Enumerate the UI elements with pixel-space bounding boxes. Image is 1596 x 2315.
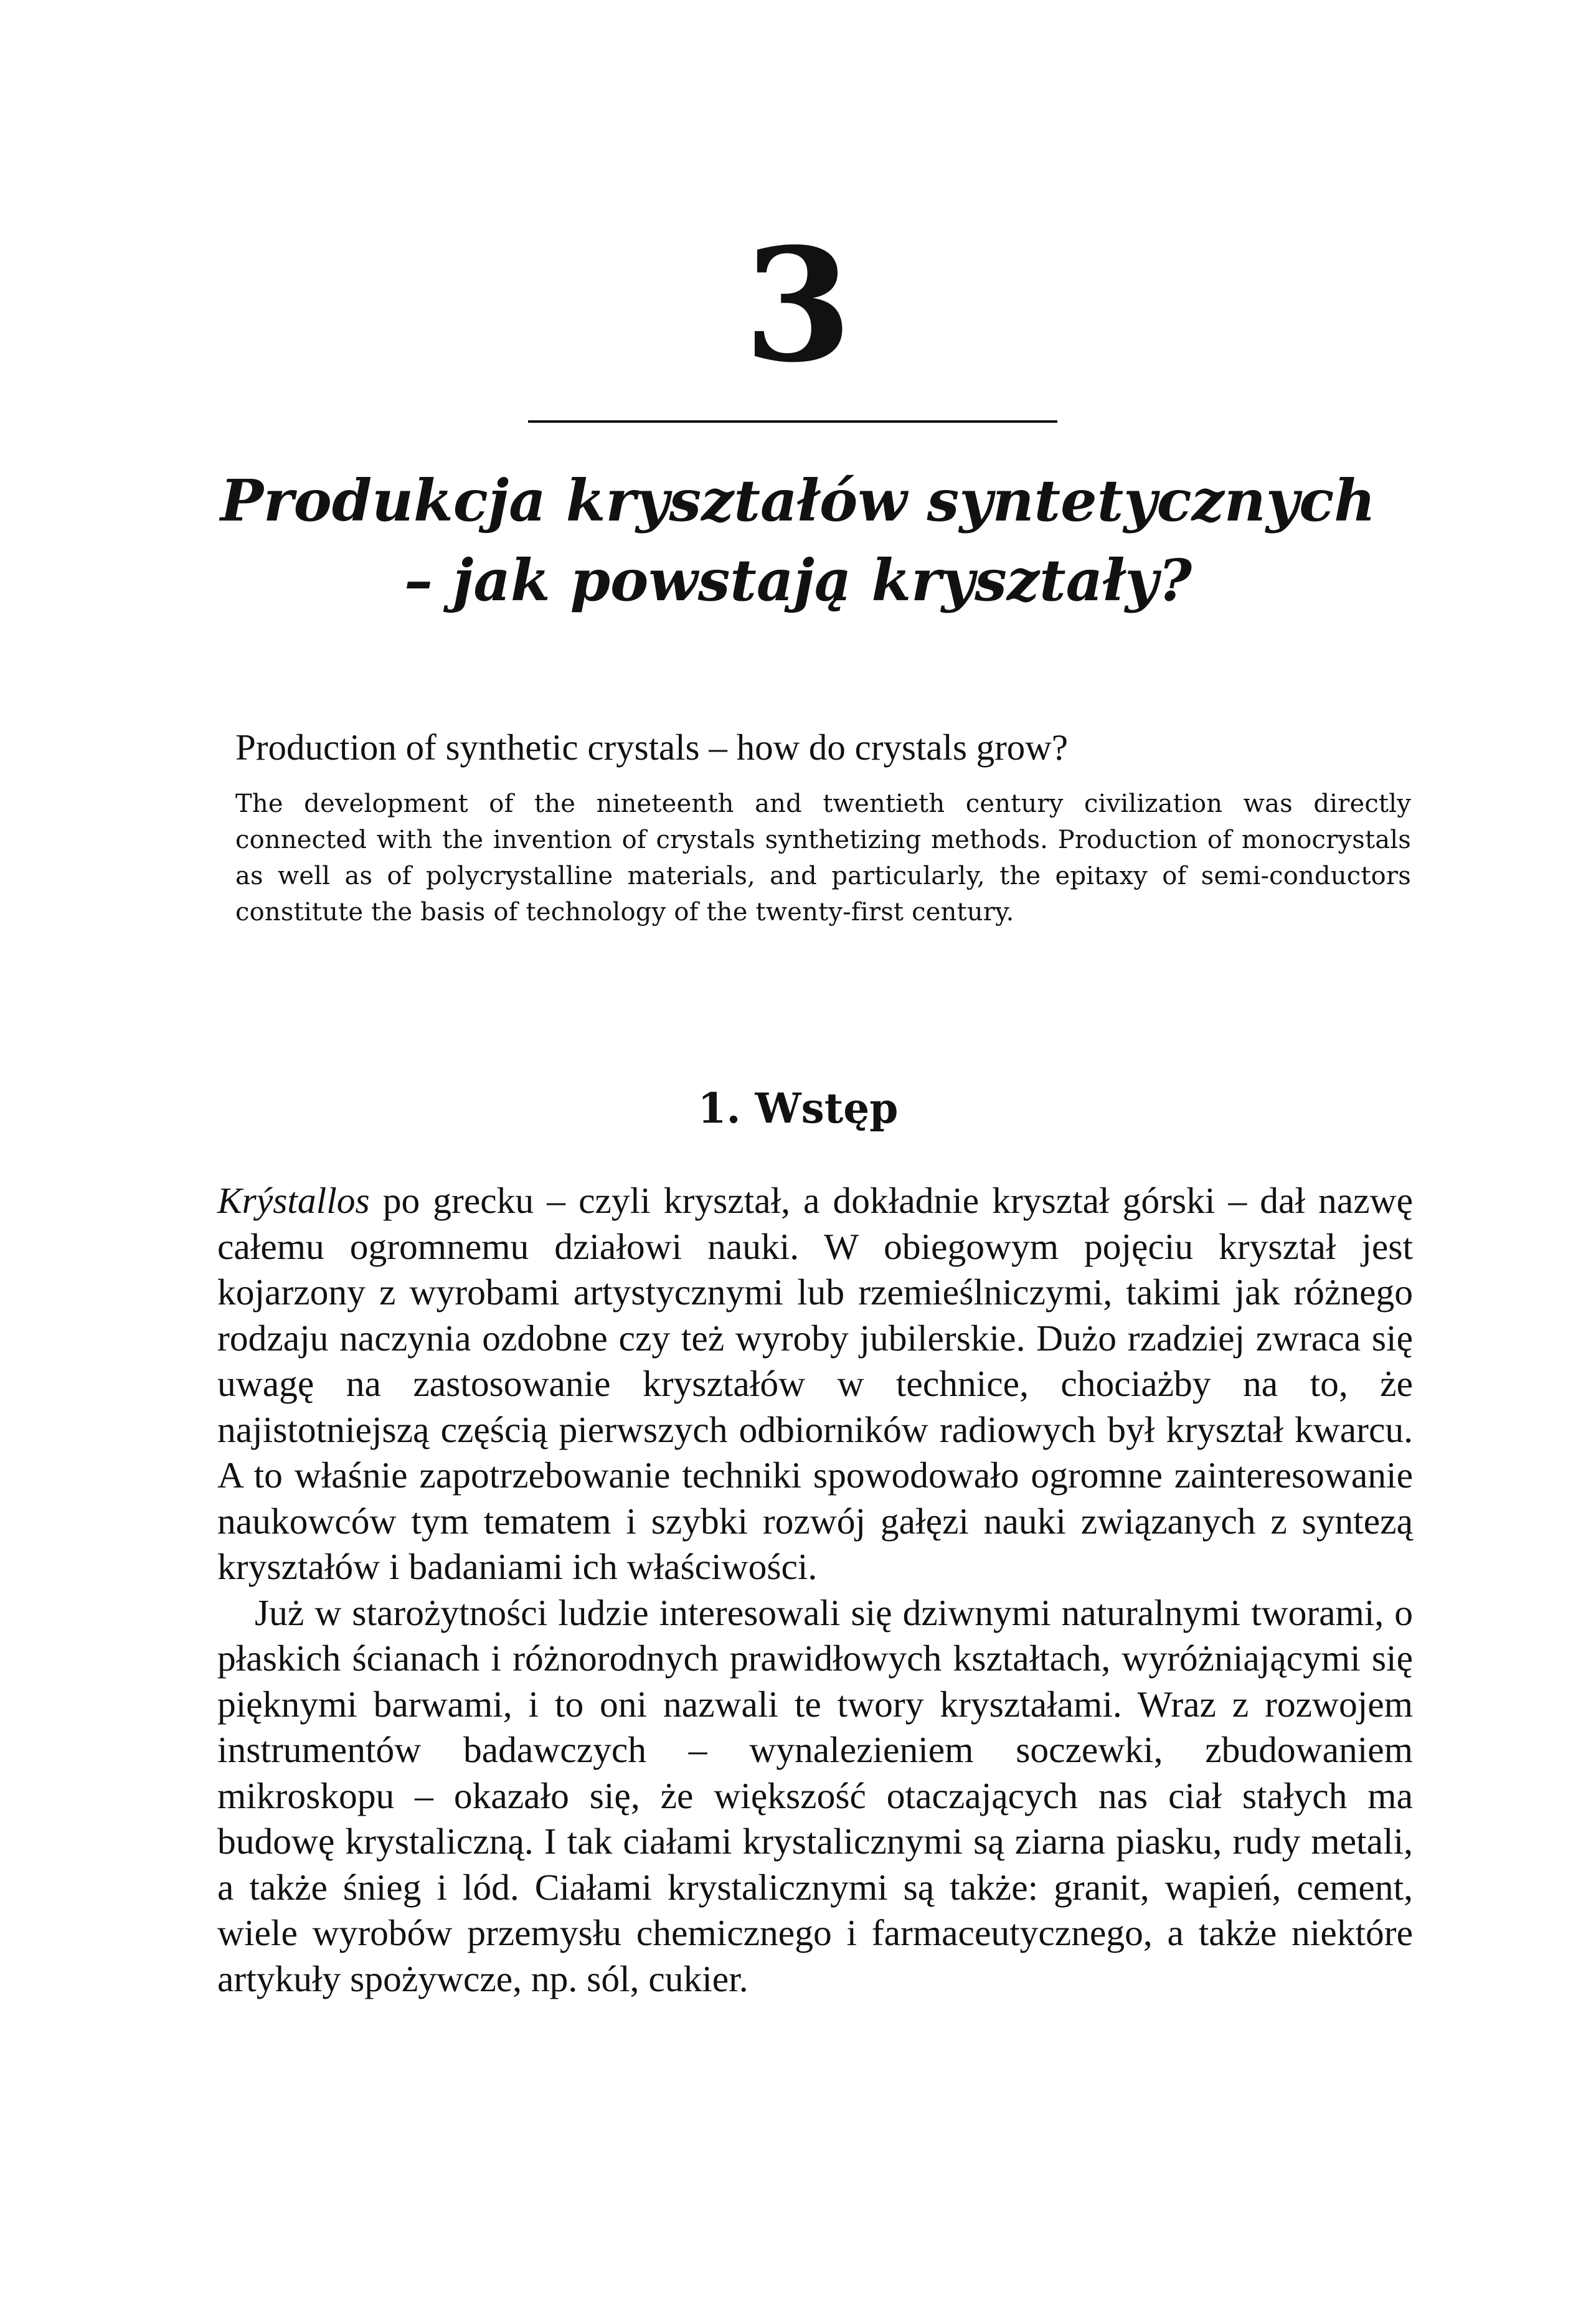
chapter-divider [528,420,1057,423]
body-text [217,1178,1413,2002]
paragraph-1 [217,1178,1413,1590]
chapter-number: 3 [744,214,852,397]
abstract-title: Production of synthetic crystals – how do crystals grow? [235,727,1069,768]
chapter-title-line-2: – jak powstają kryształy? [404,547,1192,614]
chapter-title [187,461,1409,620]
greek-term: Krýstallos [217,1180,370,1221]
abstract-body: The development of the nineteenth and twentieth century civilization was directly connected with the invention of crystals synthetizing methods. Production of monocrystals as well as of polycrystalline materials, and particularly, the epitaxy of semi-conductors constitute the basis of technology of the twenty-first century. [235,790,1411,926]
chapter-title-line-1: Produkcja kryształów syntetycznych [220,467,1376,534]
paragraph-2: Już w starożytności ludzie interesowali się dziwnymi naturalnymi tworami, o płaskich ścianach i różnorodnych prawidłowych kształtach, wyróżniającymi się pięknymi barwami, i to oni nazwali te twory kryształami. Wraz z rozwojem instrumentów badawczych – wynalezieniem soczewki, zbudowaniem mikroskopu – okazało się, że większość otaczających nas ciał stałych ma budowę krystaliczną. I tak ciałami krystalicznymi są ziarna piasku, rudy metali, a także śnieg i lód. Ciałami krystalicznymi są także: granit, wapień, cement, wiele wyrobów przemysłu chemicznego i farmaceutycznego, a także niektóre artykuły spożywcze, np. sól, cukier. [217,1591,1413,1999]
english-abstract [235,722,1411,930]
section-heading: 1. Wstęp [697,1084,899,1133]
paragraph-1-text: po grecku – czyli kryształ, a dokładnie kryształ górski – dał nazwę całemu ogromnemu działowi nauki. W obiegowym pojęciu kryształ jest kojarzony z wyrobami artystycznymi lub rzemieślniczymi, takimi jak różnego rodzaju naczynia ozdobne czy też wyroby jubilerskie. Dużo rzadziej zwraca się uwagę na zastosowanie kryształów w technice, chociażby na to, że najistotniejszą częścią pierwszych odbiorników radiowych był kryształ kwarcu. A to właśnie zapotrzebowanie techniki spowodowało ogromne zainteresowanie naukowców tym tematem i szybki rozwój gałęzi nauki związanych z syntezą kryształów i badaniami ich właściwości. [217,1180,1413,1587]
